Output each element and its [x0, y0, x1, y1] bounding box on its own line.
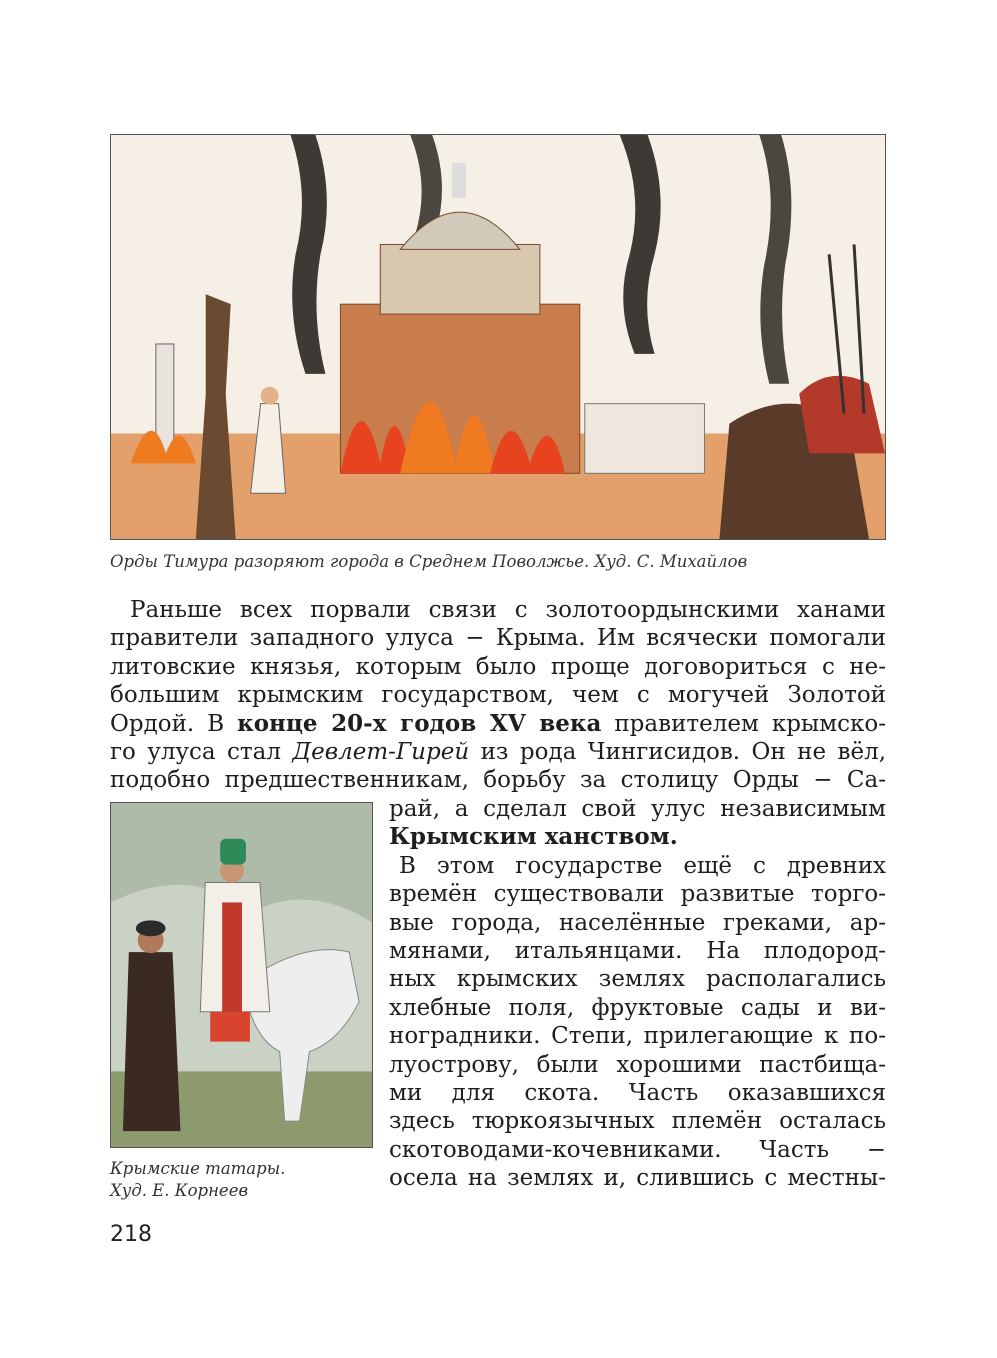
text-line: ми для скота. Часть оказавшихся	[389, 1079, 886, 1106]
text-line: Ордой. В конце 20-х годов XV века правителем крымско-	[110, 709, 886, 737]
text-line: скотоводами-кочевниками. Часть −	[389, 1136, 886, 1163]
illustration-timur-hordes	[110, 134, 886, 540]
page-number: 218	[110, 1222, 152, 1247]
text-line: литовские князья, которым было проще договориться с не-	[110, 653, 886, 680]
text-line: правители западного улуса − Крыма. Им всячески помогали	[110, 625, 886, 652]
burning-city-image	[111, 135, 885, 539]
text-line: здесь тюркоязычных племён осталась	[389, 1108, 886, 1135]
crimean-tatars-image	[111, 803, 372, 1147]
figure-caption-left	[110, 1158, 370, 1202]
text-line: луострову, были хорошими пастбища-	[389, 1051, 886, 1078]
emphasis-khanate: Крымским ханством.	[389, 823, 678, 851]
emphasis-name: Девлет-Гирей	[292, 738, 470, 765]
text-line: времён существовали развитые торго-	[389, 881, 886, 908]
text-line: го улуса стал Девлет-Гирей из рода Чингисидов. Он не вёл,	[110, 738, 887, 765]
text-line: хлебные поля, фруктовые сады и ви-	[389, 994, 886, 1021]
text-line	[389, 823, 886, 851]
text-line: ных крымских землях располагались	[389, 966, 886, 993]
caption-line: Крымские татары.	[110, 1159, 286, 1178]
text-line: рай, а сделал свой улус независимым	[389, 796, 886, 822]
text-line: Раньше всех порвали связи с золотоордынскими ханами	[130, 597, 886, 623]
paragraph-crimea	[110, 596, 886, 795]
emphasis-date: конце 20-х годов XV века	[237, 709, 602, 737]
text-line: подобно предшественникам, борьбу за столицу Орды − Са-	[110, 767, 886, 794]
caption-line: Худ. Е. Корнеев	[110, 1181, 249, 1200]
text-line: В этом государстве ещё с древних	[399, 852, 886, 879]
text-line: большим крымским государством, чем с могучей Золотой	[110, 682, 886, 709]
text-line: вые города, населённые греками, ар-	[389, 909, 886, 936]
text-line: мянами, итальянцами. На плодород-	[389, 937, 886, 964]
text-line: осела на землях и, слившись с местны-	[389, 1165, 886, 1192]
illustration-crimean-tatars	[110, 802, 373, 1148]
paragraph-crimea-continued	[389, 795, 886, 1192]
figure-caption-top: Орды Тимура разоряют города в Среднем Поволжье. Худ. С. Михайлов	[110, 552, 748, 571]
text-line: ноградники. Степи, прилегающие к по-	[389, 1023, 886, 1050]
